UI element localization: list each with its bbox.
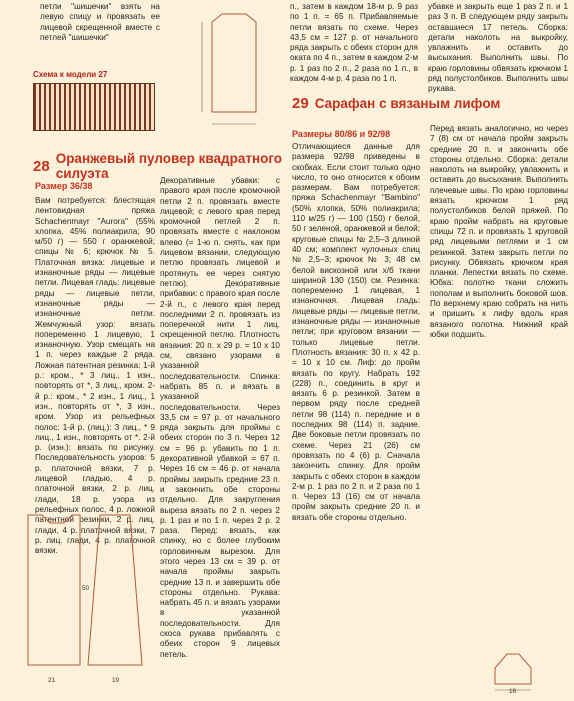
pattern-schematic-28-svg (20, 505, 155, 695)
schematic-model-29 (475, 640, 570, 696)
top-right-paragraph: убавке и закрыть еще 1 раз 2 п. и 1 раз 3 п. В следующем ряду закрыть оставшиеся 17 петель. Сборка: детали наколоть на выкройку, увлажнить и оставить до высыхания. Выполнить швы. По краю горловины обвязать крючком 1 ряд полустолбиков. Выполнить швы рукава. (428, 2, 568, 94)
body-piece-outline (28, 515, 80, 665)
pattern-schematic-svg (190, 2, 280, 134)
pattern-schematic-29-svg (475, 640, 570, 696)
section-28-column-2: Декоративные убавки: с правого края после кромочной петли 2 п. провязать вместе лицевой; с левого края перед кромочной петлей 2 п. провязать вместе с наклоном влево (= 1-ю п. снять, как при лицевом вязании, следующую петлю провязать лицевой и протянуть ее через снятую петлю). Декоративные прибавки: с правого края после 2-й п., с левого края перед последними 2 п. провязать из поперечной нити 1 лиц. скрещенной петлю. Плотность вязания: 20 п. х 29 р. = 10 х 10 см, связано узорами в указанной последовательности. Спинка: набрать 85 п. и вязать в указанной последовательности. Через 33,5 см = 97 р. от начального ряда закрыть для проймы с обеих сторон по 3 п. Через 12 см = 96 р. убавить по 1 п. декоративной убавкой = 67 п. Через 16 см = 46 р. от начала проймы закрыть средние 23 п. и закончить обе стороны отдельно. Для закругления выреза вязать по 2 п. через 2 р. 1 раз и по 1 п. через 2 р. 2 раза. Перед: вязать, как спинку, но с более глубоким горловинным вырезом. Для этого через 13 см = 39 р. от начала проймы закрыть средние 13 п. и завершить обе стороны отдельно. Рукава: набрать 45 п. и вязать узорами в указанной последовательности. Для скоса рукава прибавлять с обеих сторон 9 лицевых петель. (160, 176, 280, 659)
section-28-number: 28 (33, 157, 50, 175)
mid-column-top: п., затем в каждом 18-м р. 9 раз по 1 п. = 65 п. Прибавляемые петли вязать по схеме. Через 43,5 см = 127 р. от начального ряда закрыть с обеих сторон для оката по 4 п., затем в каждом 2-м р. 1 раз по 2 п., 2 раза по 1 п., в каждом 4-м р. 4 раза по 1 п. (290, 2, 418, 84)
dim-label-1: 21 (48, 677, 56, 684)
schematic-model-27 (190, 2, 280, 134)
top-left-paragraph: петли "шишечки" взять на левую спицу и провязать ее лицевой скрещенной вместе с петлей "шишечки" (40, 2, 160, 42)
garment-outline (212, 14, 256, 112)
schematic-model-28 (20, 505, 155, 695)
section-28-column-1: Вам потребуется: блестящая лентовидная пряжа Schachenmayr "Aurora" (55% хлопка, 45% полиакрила; 90 м/50 г) — 550 г оранжевой; спицы № 6; крючок № 5. Платочная вязка: лицевые и изнаночные ряды — лицевые петли. Лицевая гладь: лицевые ряды — лицевые петли, изнаночные ряды — изнаночные петли. Жемчужный узор: вязать попеременно 1 лицевую, 1 изнаночную. Узор смещать на 1 п. через каждые 2 ряда. Ложная патентная резинка: 1-й р.: кром., * 3 лиц., 1 изн., повторять от *, 3 лиц., кром. 2-й р.: кром., * 2 изн., 1 лиц., 1 изн., повторять от *, 3 изн., кром. Узор из рельефных полос: 1-й р. (лиц.): 3 лиц., * 9 лиц., 1 изн., повторять от *. 2-й р. (изн.): вязать по рисунку. Последовательность узоров: 5 р. платочной вязки, 7 р. лицевой гладью, 4 р. платочной вязки, 2 р. лиц. глади, 18 р. узора из рельефных полос, 4 р. ложной патентной резинки, 2 р. лиц. глади, 4 р. платочной вязки, 7 р. лиц. глади, 4 р. платочной вязки. (35, 196, 155, 556)
sleeve-piece-outline (88, 515, 142, 665)
bodice-outline (495, 654, 531, 684)
stitch-chart-block (33, 70, 163, 138)
chart-caption: Схема к модели 27 (33, 70, 108, 79)
section-29-size: Размеры 80/86 и 92/98 (292, 129, 391, 139)
dim-label-2: 50 (82, 585, 90, 592)
dim-label-3: 19 (112, 677, 120, 684)
section-29-title: Сарафан с вязаным лифом (314, 96, 501, 111)
section-29-header (292, 95, 562, 112)
section-29-column-3: Отличающиеся данные для размера 92/98 приведены в скобках. Если стоит только одно число, то оно относится к обоим размерам. Вам потребуется: пряжа Schachenmayr "Bambino" (50% хлопка, 50% полиакрила; 110 м/25 г) — 100 (150) г белой, 50 г зеленой, оранжевой и белой; круговые спицы № 2,5–3 длиной 40 см; комплект чулочных спиц № 2,5–3; крючок № 3; 48 см белой вискозной или х/б ткани шириной 130 (150) см. Резинка: попеременно 1 лицевая, 1 изнаночная. Лицевая гладь: лицевые ряды — лицевые петли, изнаночные ряды — изнаночные петли; при круговом вязании — только лицевые петли. Плотность вязания: 30 п. х 42 р. = 10 х 10 см. Лиф: до пройм вязать по кругу. Набрать 192 (228) п., соединить в круг и вязать 6 р. резинкой. Затем в первом ряду после средней петли 98 (114) п. передние и в последних 98 (114) п. задние. Две боковые петли провязать по схеме. Через 21 (26) см провязать по 4 (6) р. Сначала закончить спинку. Для пройм закрыть с обеих сторон в каждом 2-м р. 1 раз по 2 п. и 2 раза по 1 п. Через 13 (16) см от начала пройм закрыть средние 20 п. и вязать обе стороны отдельно. (292, 142, 420, 522)
dim-label-bodice: 16 (509, 688, 517, 695)
section-28-size: Размер 36/38 (35, 181, 93, 191)
section-28-title: Оранжевый пуловер квадратного силуэта (55, 151, 283, 181)
section-29-number: 29 (292, 95, 309, 112)
stitch-chart (33, 83, 155, 131)
section-29-column-4: Перед вязать аналогично, но через 7 (8) см от начала пройм закрыть средние 20 п. и закончить обе стороны отдельно. Сборка: детали наколоть на выкройку, увлажнить и оставить до высыхания. Выполнить плечевые швы. По краю горловины вязать крючком 1 ряд полустолбиков белой пряжей. По краю пройм набрать на круговые спицы 72 п. и провязать 1 круговой ряд лицевыми петлями и 1 см резинкой. Затем закрыть петли по рисунку. Обвязать крючком края планки. Лепестки вязать по схеме. Юбка: полотно ткани сложить пополам и выполнить боковой шов. По верхнему краю собрать на нить и пришить к лифу вдоль края вязаного полотна. Нижний край юбки подшить. (430, 124, 568, 339)
